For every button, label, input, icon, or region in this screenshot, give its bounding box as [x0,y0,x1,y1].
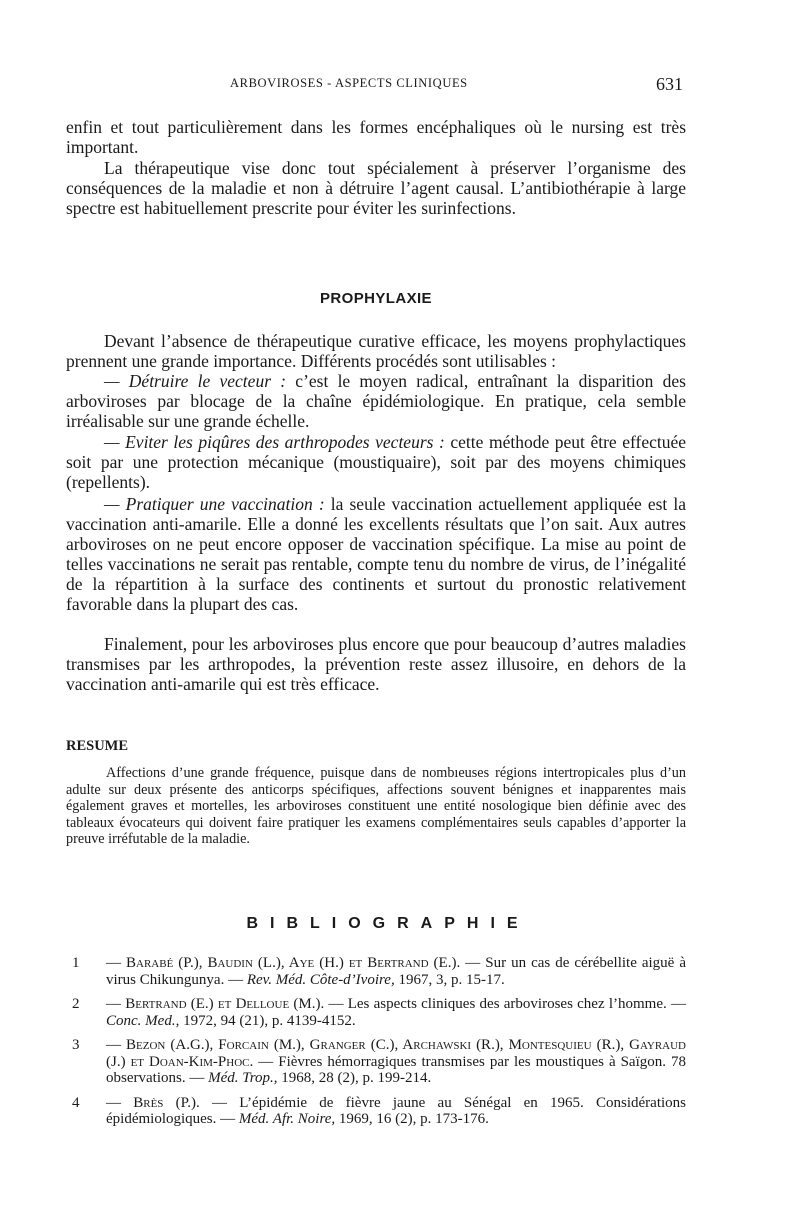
reference-details: 1969, 16 (2), p. 173-176. [338,1111,489,1127]
reference-journal: Rev. Méd. Côte-d’Ivoire, [246,971,395,988]
reference-number: 3 [72,1037,80,1053]
final-paragraph: Finalement, pour les arboviroses plus encore que pour beaucoup d’autres maladies transmises par les arthropodes, la prévention reste assez illusoire, en dehors de la vaccination anti-amarile qui est très efficace. [66,634,686,694]
vaccination-paragraph [66,494,686,614]
reference-journal: Conc. Med., [106,1012,180,1029]
reference-authors: — Bezon (A.G.), Forcain (M.), Granger (C.), Archawski (R.), Montesquieu (R.), Gayraud (J.) et Doan-Kim-Phoc. — [106,1037,686,1070]
reference-authors: — Brès (P.). — [106,1094,228,1111]
reference-item [66,955,686,988]
bibliographie-heading: BIBLIOGRAPHIE [246,915,530,932]
vaccination-lead: — Pratiquer une vaccination : [104,494,325,514]
detruire-lead: — Détruire le vecteur : [104,371,287,391]
detruire-text: c’est le moyen radical, entraînant la disparition des arboviroses par blocage de la chaîne épidémiologique. En pratique, cela semble irréalisable sur une grande échelle. [66,371,686,431]
reference-journal: Méd. Afr. Noire, [238,1111,336,1127]
reference-authors: — Bertrand (E.) et Delloue (M.). — [106,996,344,1012]
resume-heading: RESUME [66,738,129,754]
reference-number: 1 [72,955,80,971]
running-head: ARBOVIROSES - ASPECTS CLINIQUES [230,76,468,90]
reference-journal: Méd. Trop., [208,1070,278,1086]
continuation-paragraph: enfin et tout particulièrement dans les formes encéphaliques où le nursing est très important. [66,117,686,157]
reference-number: 2 [72,996,80,1012]
reference-authors: — Barabé (P.), Baudin (L.), Aye (H.) et Bertrand (E.). — [106,955,481,971]
page-number: 631 [656,74,683,94]
reference-item [66,1037,686,1087]
therapy-paragraph: La thérapeutique vise donc tout spécialement à préserver l’organisme des conséquences de la maladie et non à détruire l’agent causal. L’antibiothérapie à large spectre est habituellement prescrite pour éviter les surinfections. [66,158,686,218]
resume-paragraph: Affections d’une grande fréquence, puisque dans de nombıeuses régions intertropicales plus d’un adulte sur deux présente des anticorps spécifiques, affections souvent bénignes et inapparentes mais également graves et mortelles, les arboviroses constituent une entité nosologique bien définie avec des tableaux évocateurs qui doivent faire pratiquer les examens complémentaires seuls capables d’apporter la preuve irréfutable de la maladie. [66,765,686,848]
reference-item [66,1095,686,1128]
eviter-text: cette méthode peut être effectuée soit par une protection mécanique (moustiquaire), soit par des moyens chimiques (repellents). [66,432,687,492]
reference-details: 1967, 3, p. 15-17. [398,971,505,988]
prophylaxie-heading: PROPHYLAXIE [320,290,432,307]
reference-details: 1972, 94 (21), p. 4139-4152. [183,1012,356,1029]
vaccination-text: la seule vaccination actuellement appliquée est la vaccination anti-amarile. Elle a donné les excellents résultats que l’on sait. Aux autres arboviroses on ne peut encore opposer de vaccination spécifique. La mise au point de telles vaccinations ne serait pas rentable, compte tenu du nombre de virus, de l’inégalité de la répartition à la surface des continents et surtout du pronostic relativement favorable dans la plupart des cas. [66,494,687,614]
eviter-lead: — Eviter les piqûres des arthropodes vecteurs : [104,432,445,452]
reference-list [66,955,686,1136]
eviter-piqures-paragraph [66,432,686,492]
reference-item [66,996,686,1029]
reference-title: Fièvres hémorragiques transmises par les moustiques à Saïgon. 78 observations. — [106,1053,686,1086]
reference-details: 1968, 28 (2), p. 199-214. [281,1070,432,1086]
reference-number: 4 [72,1094,80,1111]
reference-title: Sur un cas de cérébellite aiguë à virus Chikungunya. — [106,955,687,988]
reference-title: Les aspects cliniques des arboviroses chez l’homme. — [347,996,686,1012]
prophylaxie-intro-paragraph: Devant l’absence de thérapeutique curative efficace, les moyens prophylactiques prennent une grande importance. Différents procédés sont utilisables : [66,331,686,371]
reference-title: L’épidémie de fièvre jaune au Sénégal en 1965. Considérations épidémiologiques. — [106,1094,686,1127]
detruire-vecteur-paragraph [66,371,686,431]
